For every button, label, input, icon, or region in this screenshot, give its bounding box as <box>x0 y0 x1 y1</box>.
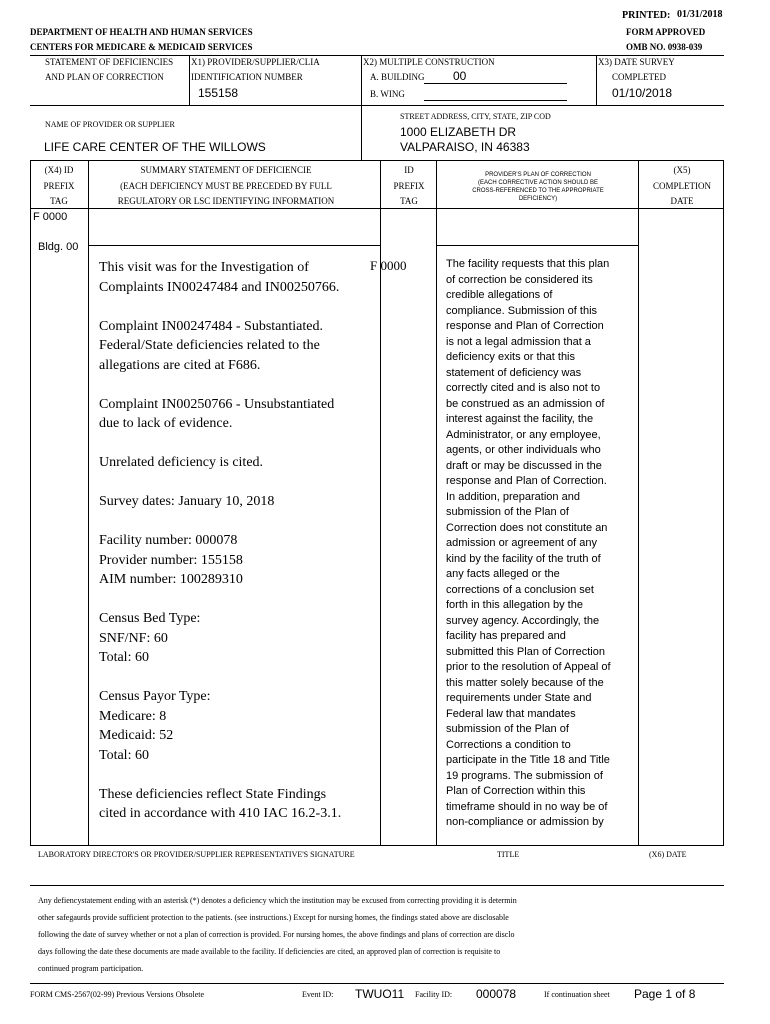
summary-line <box>99 668 341 688</box>
summary-line <box>99 512 341 532</box>
plan-line: of correction be considered its <box>446 273 593 286</box>
plan-line: this matter solely because of the <box>446 676 604 689</box>
id-header: ID <box>404 165 414 175</box>
plan-line: requirements under State and <box>446 692 592 704</box>
plan-line: Corrections a condition to <box>446 738 571 751</box>
summary-line: Complaints IN00247484 and IN00250766. <box>99 279 340 295</box>
plan-header: PROVIDER'S PLAN OF CORRECTION <box>485 172 591 178</box>
body-bottom-rule <box>30 845 724 846</box>
summary-line: SNF/NF: 60 <box>99 630 168 646</box>
summary-line: This visit was for the Investigation of <box>99 260 309 275</box>
summary-line: Federal/State deficiencies related to the <box>99 338 320 353</box>
legal-notice <box>38 892 768 977</box>
summary-line: Census Payor Type: <box>99 689 211 704</box>
row-rule <box>436 245 638 246</box>
plan-line: prior to the resolution of Appeal of <box>446 661 611 673</box>
footer-rule <box>30 983 724 984</box>
address-line-1: 1000 ELIZABETH DR <box>400 125 517 139</box>
summary-header-2: (EACH DEFICIENCY MUST BE PRECEDED BY FULL <box>120 181 332 191</box>
summary-line: Complaint IN00250766 - Unsubstantiated <box>99 396 335 412</box>
plan-line: admission or agreement of any <box>446 537 598 549</box>
summary-line: Total: 60 <box>99 747 149 763</box>
plan-line: corrections of a conclusion set <box>446 583 594 596</box>
event-id-value: TWUO11 <box>355 987 405 1001</box>
form-approved: FORM APPROVED <box>626 27 706 37</box>
row-rule <box>88 245 380 246</box>
legal-line: following the date of survey whether or not a plan of correction is provided. For nursing homes, the above findings and plans of correction are disclo <box>38 930 515 939</box>
wing-underline <box>424 100 567 101</box>
department-name: DEPARTMENT OF HEALTH AND HUMAN SERVICES <box>30 27 253 37</box>
summary-line: AIM number: 100289310 <box>99 572 243 587</box>
plan-line: forth in this allegation by the <box>446 599 583 611</box>
plan-line: compliance. Submission of this <box>446 304 598 317</box>
summary-line: allegations are cited at F686. <box>99 357 261 373</box>
provider-name-label: NAME OF PROVIDER OR SUPPLIER <box>45 120 175 129</box>
plan-line: response and Plan of Correction <box>446 320 604 332</box>
provider-name-value: LIFE CARE CENTER OF THE WILLOWS <box>44 140 266 154</box>
building-tag: Bldg. 00 <box>38 241 79 253</box>
column-divider <box>436 160 437 846</box>
summary-line: Complaint IN00247484 - Substantiated. <box>99 318 323 334</box>
date-label: (X6) DATE <box>649 850 687 859</box>
id-header-2: PREFIX <box>393 181 425 191</box>
x3-label: X3) DATE SURVEY <box>598 57 675 67</box>
summary-text <box>99 258 341 824</box>
plan-line: submitted this Plan of Correction <box>446 645 605 658</box>
plan-text <box>446 257 626 831</box>
summary-line: Medicaid: 52 <box>99 728 174 743</box>
legal-line: days following the date these documents are made available to the facility. If deficiencies are cited, an approved plan of correction is requisite to <box>38 947 501 956</box>
signature-rule <box>30 885 724 886</box>
header-bottom-rule <box>30 208 724 209</box>
statement-label: STATEMENT OF DEFICIENCIES <box>45 57 174 67</box>
form-number: FORM CMS-2567(02-99) Previous Versions Obsolete <box>30 990 205 999</box>
divider <box>361 55 362 160</box>
plan-line: correctly cited and is also not to <box>446 382 601 394</box>
plan-line: Correction does not constitute an <box>446 521 608 534</box>
summary-line: Survey dates: January 10, 2018 <box>99 494 275 509</box>
right-tag: F 0000 <box>370 258 407 273</box>
title-label: TITLE <box>497 850 520 859</box>
plan-line: facility has prepared and <box>446 630 566 642</box>
summary-line: Unrelated deficiency is cited. <box>99 455 264 470</box>
summary-header-3: REGULATORY OR LSC IDENTIFYING INFORMATION <box>117 196 335 206</box>
printed-date: 01/31/2018 <box>677 9 723 20</box>
left-border <box>30 160 31 846</box>
plan-line: timeframe should in no way be of <box>446 800 608 813</box>
summary-line <box>99 434 341 454</box>
x3-completed: COMPLETED <box>612 72 666 82</box>
summary-line: Provider number: 155158 <box>99 552 243 568</box>
plan-header-3: CROSS-REFERENCED TO THE APPROPRIATE <box>472 188 604 194</box>
x5-header-2: COMPLETION <box>653 181 711 191</box>
x5-header: (X5) <box>673 165 691 175</box>
x4-header-3: TAG <box>50 196 68 206</box>
plan-line: response and Plan of Correction. <box>446 475 607 487</box>
survey-date-value: 01/10/2018 <box>612 86 673 100</box>
divider <box>189 55 190 105</box>
plan-line: credible allegations of <box>446 289 553 301</box>
x1-label: X1) PROVIDER/SUPPLIER/CLIA <box>191 57 320 67</box>
divider <box>596 55 597 105</box>
x4-header-2: PREFIX <box>43 181 75 191</box>
x4-header: (X4) ID <box>44 165 74 175</box>
building-label: A. BUILDING <box>370 72 425 82</box>
box-bottom-rule <box>30 105 724 106</box>
facility-id-value: 000078 <box>476 987 517 1001</box>
provider-id-value: 155158 <box>198 86 239 100</box>
wing-label: B. WING <box>370 89 405 99</box>
summary-line <box>99 473 341 493</box>
summary-line <box>99 765 341 785</box>
building-underline <box>424 83 567 84</box>
plan-line: is not a legal admission that a <box>446 335 591 348</box>
summary-line <box>99 375 341 395</box>
event-id-label: Event ID: <box>302 990 334 999</box>
summary-line: Facility number: 000078 <box>99 533 238 548</box>
plan-line: submission of the Plan of <box>446 723 569 735</box>
plan-header-4: DEFICIENCY) <box>518 196 558 202</box>
plan-line: non-compliance or admission by <box>446 816 604 828</box>
x2-label: X2) MULTIPLE CONSTRUCTION <box>363 57 495 67</box>
plan-line: deficiency exits or that this <box>446 351 576 363</box>
summary-line: Census Bed Type: <box>99 611 201 626</box>
facility-id-label: Facility ID: <box>415 990 453 999</box>
plan-line: The facility requests that this plan <box>446 258 610 270</box>
x5-header-3: DATE <box>670 196 694 206</box>
plan-line: any facts alleged or the <box>446 568 560 580</box>
summary-line: cited in accordance with 410 IAC 16.2-3.1. <box>99 806 342 821</box>
plan-line: agents, or other individuals who <box>446 444 601 456</box>
plan-line: submission of the Plan of <box>446 506 569 518</box>
summary-line: due to lack of evidence. <box>99 416 233 431</box>
left-tag: F 0000 <box>33 211 68 223</box>
centers-name: CENTERS FOR MEDICARE & MEDICAID SERVICES <box>30 42 253 52</box>
plan-line: Plan of Correction within this <box>446 785 586 797</box>
summary-header: SUMMARY STATEMENT OF DEFICIENCIE <box>140 165 312 175</box>
plan-line: In addition, preparation and <box>446 490 580 503</box>
printed-label: PRINTED: <box>622 10 671 21</box>
continuation-label: If continuation sheet <box>544 990 610 999</box>
statement-label-2: AND PLAN OF CORRECTION <box>45 72 164 82</box>
plan-line: interest against the facility, the <box>446 413 594 425</box>
plan-line: be construed as an admission of <box>446 397 605 410</box>
summary-line: Total: 60 <box>99 650 149 665</box>
plan-line: Federal law that mandates <box>446 707 576 720</box>
legal-line: Any defiencystatement ending with an asterisk (*) denotes a deficiency which the institution may be excused from correcting providing it is determin <box>38 896 517 905</box>
building-value: 00 <box>453 69 467 83</box>
summary-line: These deficiencies reflect State Findings <box>99 786 327 802</box>
id-header-3: TAG <box>400 196 418 206</box>
column-divider <box>638 160 639 846</box>
page-number: Page 1 of 8 <box>634 987 696 1001</box>
legal-line: other safegaurds provide sufficient protection to the patients. (see instructions.) Except for nursing homes, the findings stated above are disclosable <box>38 913 509 922</box>
signature-label: LABORATORY DIRECTOR'S OR PROVIDER/SUPPLIER REPRESENTATIVE'S SIGNATURE <box>38 850 355 859</box>
summary-line: Medicare: 8 <box>99 708 167 724</box>
address-label: STREET ADDRESS, CITY, STATE, ZIP COD <box>400 112 551 121</box>
address-line-2: VALPARAISO, IN 46383 <box>400 140 530 154</box>
plan-line: participate in the Title 18 and Title <box>446 754 610 766</box>
plan-line: statement of deficiency was <box>446 366 582 379</box>
right-border <box>723 160 724 846</box>
provider-bottom-rule <box>30 160 724 161</box>
legal-line: continued program participation. <box>38 964 144 973</box>
summary-line <box>99 590 341 610</box>
plan-line: survey agency. Accordingly, the <box>446 614 600 627</box>
plan-line: Administrator, or any employee, <box>446 428 601 441</box>
plan-line: kind by the facility of the truth of <box>446 552 601 565</box>
top-rule <box>30 55 724 56</box>
column-divider <box>88 160 89 846</box>
plan-line: draft or may be discussed in the <box>446 459 602 472</box>
omb-number: OMB NO. 0938-039 <box>626 42 703 52</box>
summary-line <box>99 297 341 317</box>
plan-header-2: (EACH CORRECTIVE ACTION SHOULD BE <box>477 180 599 186</box>
x1-label-2: IDENTIFICATION NUMBER <box>191 72 303 82</box>
plan-line: 19 programs. The submission of <box>446 769 603 782</box>
